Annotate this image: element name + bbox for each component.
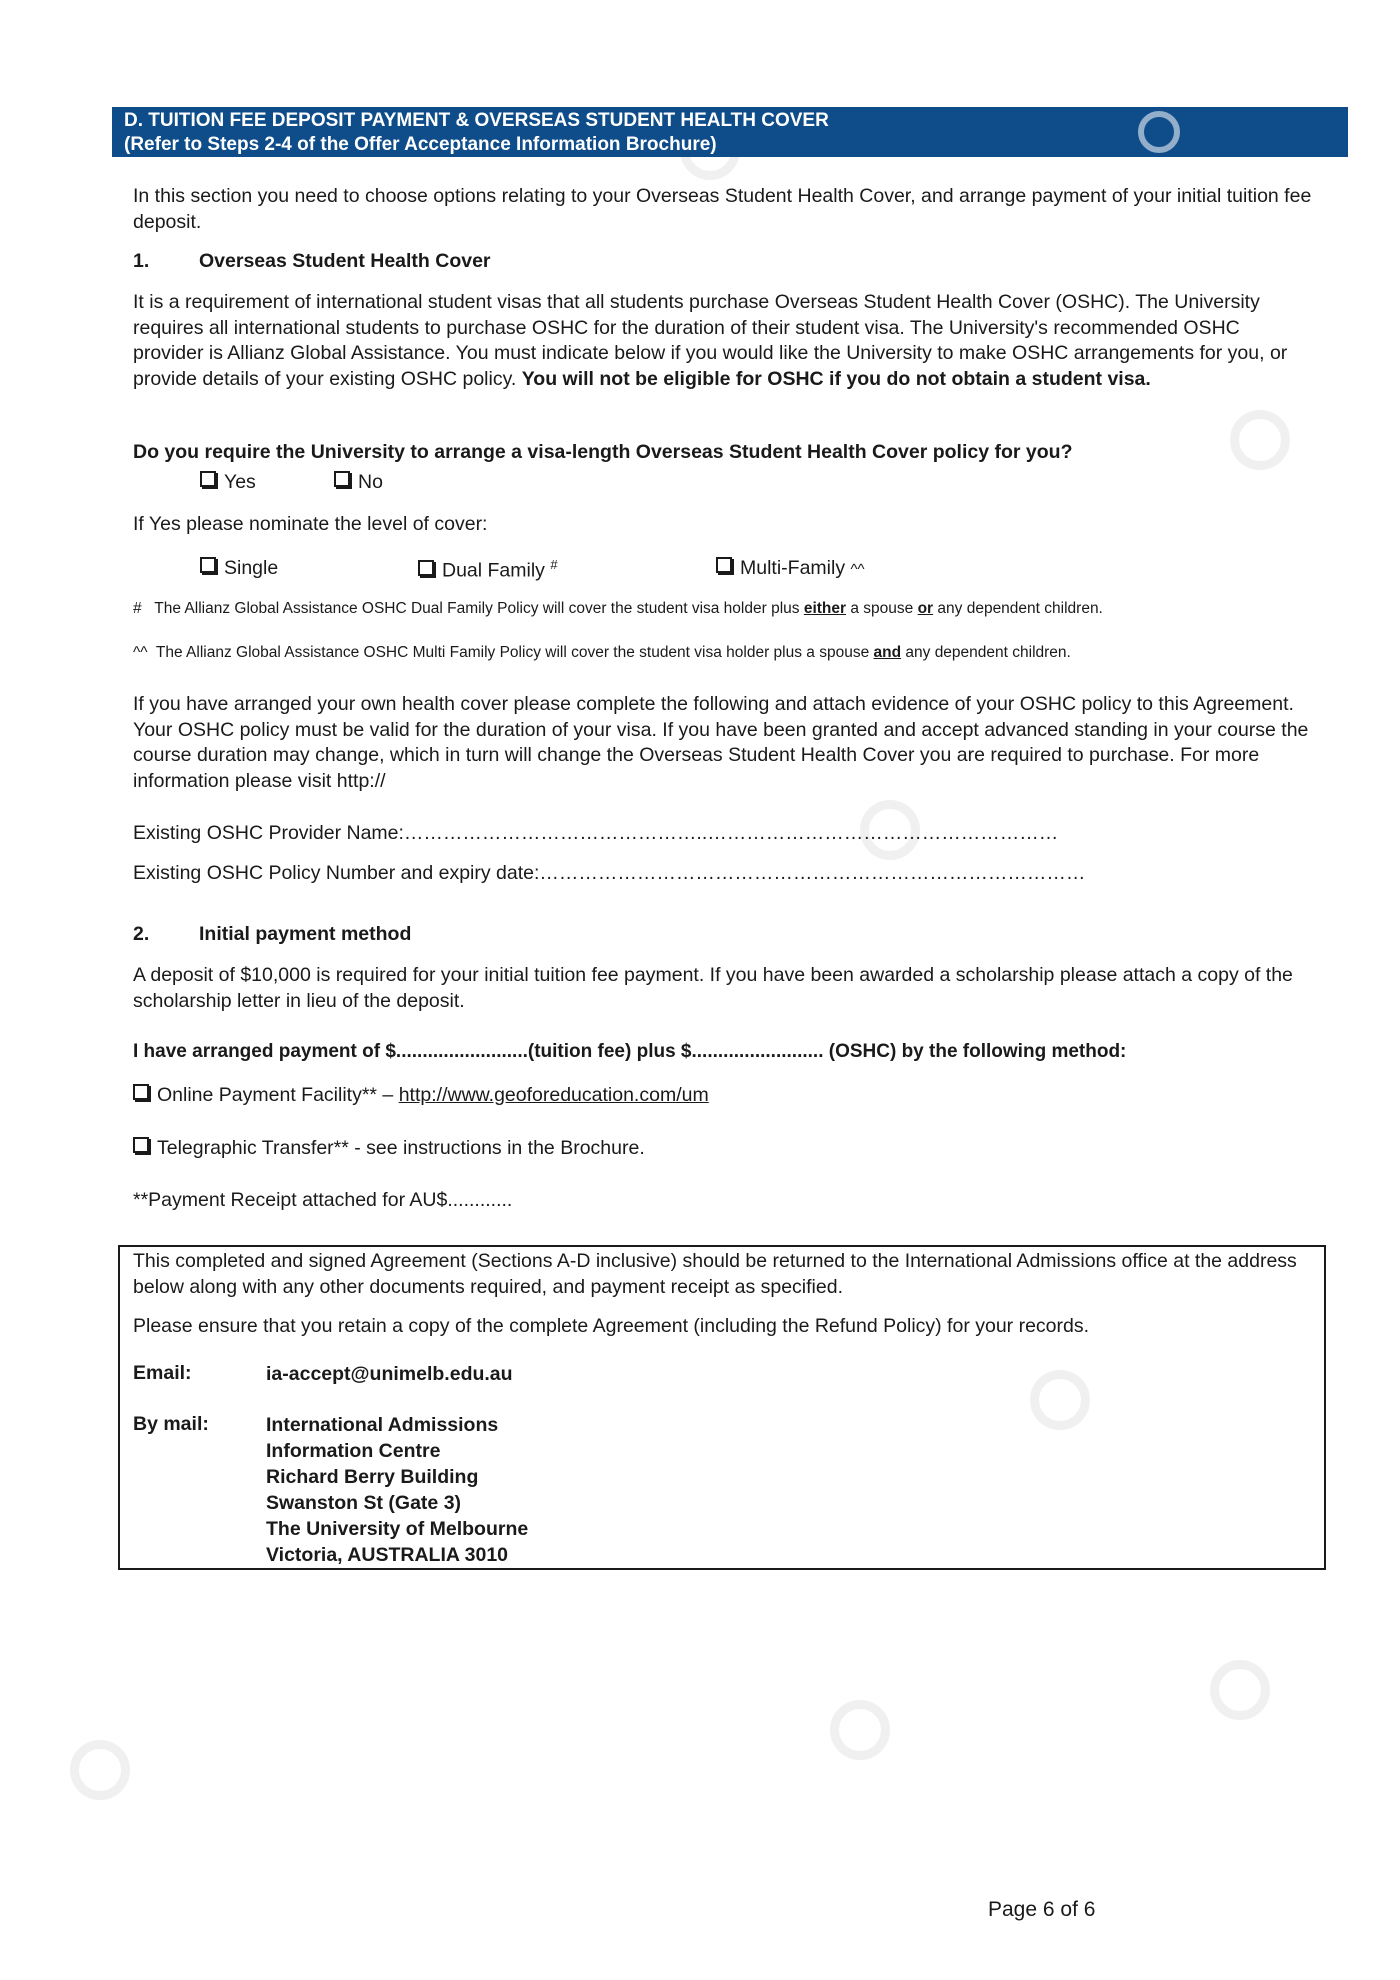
checkbox-yes-label: Yes bbox=[224, 471, 256, 493]
return-paragraph-1: This completed and signed Agreement (Sections A-D inclusive) should be returned to the International Admissions office at the address below along with any other documents required, and payment receipt as specified. bbox=[133, 1250, 1297, 1298]
section-header-bar bbox=[112, 107, 1348, 157]
telegraphic-transfer-label: Telegraphic Transfer** - see instructions in the Brochure. bbox=[157, 1137, 645, 1159]
checkbox-icon bbox=[716, 557, 732, 573]
checkbox-online-payment[interactable] bbox=[133, 1084, 709, 1107]
email-address[interactable]: ia-accept@unimelb.edu.au bbox=[266, 1363, 513, 1385]
footnote-emphasis: or bbox=[917, 600, 934, 617]
section-title: D. TUITION FEE DEPOSIT PAYMENT & OVERSEAS STUDENT HEALTH COVER bbox=[124, 110, 829, 131]
cover-dual-label: Dual Family bbox=[442, 559, 545, 582]
university-logo-icon bbox=[1138, 111, 1180, 153]
footnote-text: a spouse bbox=[850, 600, 914, 617]
own-cover-paragraph: If you have arranged your own health cover please complete the following and attach evidence of your OSHC policy to this Agreement. Your OSHC policy must be valid for the duration of your visa. If you have been granted and accept advanced standing in your course the course duration may change, which in turn will change the Overseas Student Health Cover you are required to purchase. For more information please visit http:// bbox=[133, 693, 1309, 792]
cover-multi-label: Multi-Family bbox=[740, 557, 846, 579]
section2-title: Initial payment method bbox=[199, 923, 412, 945]
checkbox-multi-family[interactable] bbox=[716, 557, 865, 580]
checkbox-icon bbox=[200, 471, 216, 487]
provider-name-field[interactable]: Existing OSHC Provider Name:………………………………………..……………………………………………… bbox=[133, 822, 1059, 844]
footnote-marker: # bbox=[133, 600, 142, 617]
footnote-text: The Allianz Global Assistance OSHC Multi Family Policy will cover the student visa holder plus a spouse bbox=[155, 644, 870, 661]
email-label: Email: bbox=[133, 1362, 192, 1384]
oshc-question: Do you require the University to arrange a visa-length Overseas Student Health Cover policy for you? bbox=[133, 441, 1073, 463]
checkbox-no[interactable] bbox=[334, 471, 383, 494]
oshc-paragraph-text: It is a requirement of international student visas that all students purchase Overseas Student Health Cover (OSHC). The University requires all international students to purchase OSHC for the duration of their student visa. The University's recommended OSHC provider is Allianz Global Assistance. You must indicate below if you would like the University to make OSHC arrangements for you, or provide details of your existing OSHC policy. bbox=[133, 291, 1288, 390]
checkbox-icon bbox=[133, 1137, 149, 1153]
checkbox-icon bbox=[334, 471, 350, 487]
section1-heading bbox=[133, 250, 491, 273]
footnote-multi-family bbox=[133, 642, 1323, 663]
checkbox-no-label: No bbox=[358, 471, 383, 493]
address-line: Richard Berry Building bbox=[266, 1466, 479, 1488]
section2-heading bbox=[133, 923, 411, 946]
watermark-logo-icon bbox=[70, 1740, 130, 1800]
cover-multi-mark: ^^ bbox=[850, 561, 865, 578]
checkbox-icon bbox=[418, 560, 434, 576]
checkbox-yes[interactable] bbox=[200, 471, 256, 494]
footnote-marker: ^^ bbox=[133, 644, 148, 661]
address-line: Swanston St (Gate 3) bbox=[266, 1492, 462, 1514]
policy-number-field[interactable]: Existing OSHC Policy Number and expiry date:………………………………………………………………………… bbox=[133, 862, 1086, 884]
section-subtitle: (Refer to Steps 2-4 of the Offer Acceptance Information Brochure) bbox=[124, 134, 717, 155]
mail-label: By mail: bbox=[133, 1413, 209, 1435]
mailing-address bbox=[266, 1412, 528, 1568]
checkbox-single[interactable] bbox=[200, 557, 278, 580]
intro-text: In this section you need to choose options relating to your Overseas Student Health Cover, and arrange payment of your initial tuition fee deposit. bbox=[133, 185, 1312, 233]
cover-level-prompt: If Yes please nominate the level of cover: bbox=[133, 513, 488, 535]
cover-single-label: Single bbox=[224, 557, 279, 579]
footnote-emphasis: either bbox=[803, 600, 847, 617]
online-payment-link[interactable]: http://www.geoforeducation.com/um bbox=[398, 1084, 709, 1106]
checkbox-dual-family[interactable] bbox=[418, 557, 558, 583]
footnote-dual-family bbox=[133, 598, 1323, 619]
section1-number: 1. bbox=[133, 250, 150, 272]
payment-receipt-line[interactable]: **Payment Receipt attached for AU$............ bbox=[133, 1189, 513, 1211]
section1-title: Overseas Student Health Cover bbox=[199, 250, 491, 272]
address-line: Information Centre bbox=[266, 1440, 441, 1462]
page-number: Page 6 of 6 bbox=[988, 1898, 1096, 1921]
footnote-emphasis: and bbox=[873, 644, 902, 661]
cover-dual-mark: # bbox=[550, 557, 558, 572]
footnote-text: any dependent children. bbox=[905, 644, 1071, 661]
return-paragraph-2: Please ensure that you retain a copy of the complete Agreement (including the Refund Policy) for your records. bbox=[133, 1315, 1090, 1337]
footnote-text: The Allianz Global Assistance OSHC Dual Family Policy will cover the student visa holder plus bbox=[154, 600, 800, 617]
checkbox-icon bbox=[133, 1084, 149, 1100]
payment-arranged-line[interactable]: I have arranged payment of $.........................(tuition fee) plus $......................... (OSHC) by the following method: bbox=[133, 1041, 1127, 1062]
address-line: Victoria, AUSTRALIA 3010 bbox=[266, 1544, 509, 1566]
address-line: The University of Melbourne bbox=[266, 1518, 529, 1540]
oshc-paragraph-bold: You will not be eligible for OSHC if you do not obtain a student visa. bbox=[521, 367, 1151, 390]
checkbox-icon bbox=[200, 557, 216, 573]
checkbox-telegraphic-transfer[interactable] bbox=[133, 1137, 645, 1160]
section2-number: 2. bbox=[133, 923, 150, 945]
watermark-logo-icon bbox=[1210, 1660, 1270, 1720]
address-line: International Admissions bbox=[266, 1414, 499, 1436]
online-payment-label: Online Payment Facility** – bbox=[157, 1084, 394, 1106]
watermark-logo-icon bbox=[830, 1700, 890, 1760]
footnote-text: any dependent children. bbox=[937, 600, 1103, 617]
oshc-paragraph bbox=[133, 290, 1313, 392]
deposit-paragraph: A deposit of $10,000 is required for your initial tuition fee payment. If you have been awarded a scholarship please attach a copy of the scholarship letter in lieu of the deposit. bbox=[133, 964, 1293, 1012]
